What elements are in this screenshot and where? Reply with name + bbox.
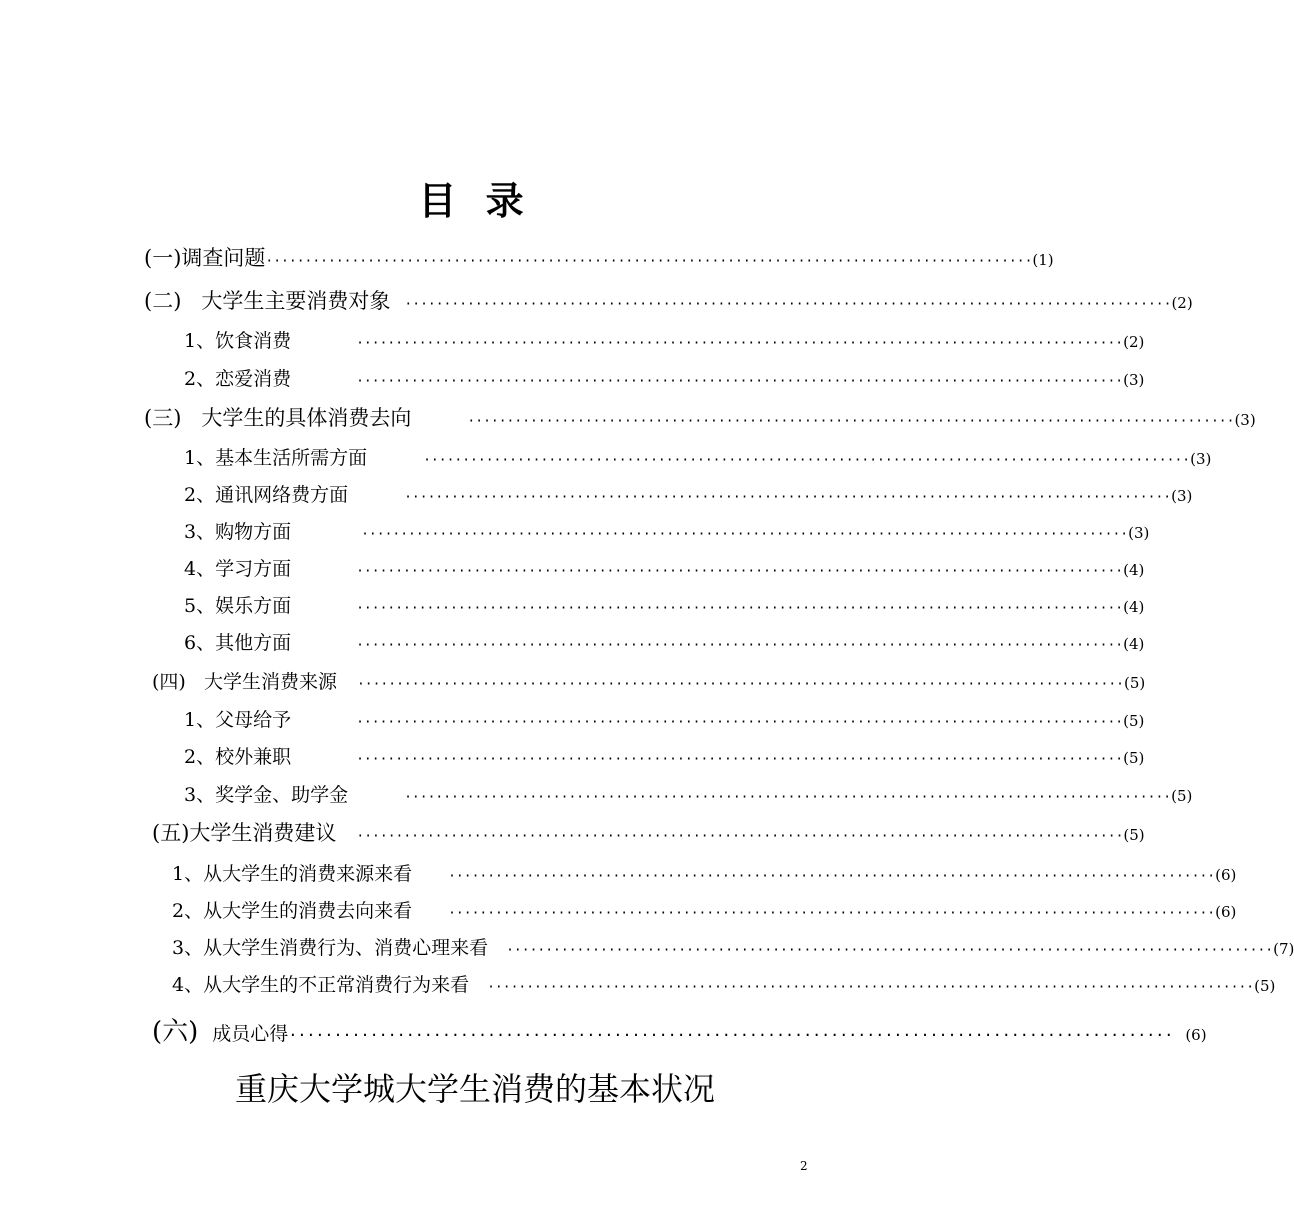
- toc-leader-dots: ··································································································: [506, 943, 1274, 958]
- toc-leader-dots: ··································································································: [356, 829, 1124, 844]
- toc-entry[interactable]: [152, 818, 1145, 852]
- toc-entry[interactable]: [144, 243, 1054, 277]
- toc-entry-label: 2、恋爱消费: [184, 368, 292, 390]
- toc-entry[interactable]: [184, 742, 1145, 775]
- toc-entry-page: (5): [1254, 977, 1276, 995]
- toc-entry-page: (1): [1032, 251, 1054, 269]
- toc-entry[interactable]: [184, 591, 1145, 624]
- toc-entry[interactable]: [152, 1017, 1207, 1050]
- toc-entry-page: (5): [1171, 787, 1193, 805]
- toc-leader-dots: ··································································································: [356, 374, 1124, 389]
- toc-entry-page: (6): [1215, 903, 1237, 921]
- toc-entry-label: 1、父母给予: [184, 709, 292, 731]
- toc-entry[interactable]: [184, 326, 1145, 359]
- toc-entry-page: (6): [1215, 866, 1237, 884]
- toc-leader-dots: ··································································································: [356, 715, 1124, 730]
- toc-leader-dots: ··································································································: [487, 980, 1255, 995]
- toc-entry-label: (一)调查问题: [144, 246, 266, 270]
- toc-entry[interactable]: [152, 667, 1146, 700]
- toc-entry-page: (3): [1234, 411, 1256, 429]
- toc-entry-page: (7): [1273, 940, 1294, 958]
- toc-entry[interactable]: [144, 403, 1256, 437]
- toc-entry-label: 1、从大学生的消费来源来看: [172, 863, 413, 885]
- toc-entry-label: 4、从大学生的不正常消费行为来看: [172, 974, 470, 996]
- toc-entry-page: (4): [1123, 635, 1145, 653]
- main-heading: 重庆大学城大学生消费的基本状况: [234, 1070, 715, 1108]
- toc-entry-label: 3、购物方面: [184, 521, 292, 543]
- toc-leader-dots: ··································································································: [356, 752, 1124, 767]
- toc-entry-label: 2、从大学生的消费去向来看: [172, 900, 413, 922]
- toc-entry-label: 3、从大学生消费行为、消费心理来看: [172, 937, 489, 959]
- toc-entry-label: 6、其他方面: [184, 632, 292, 654]
- toc-entry-page: (2): [1123, 333, 1145, 351]
- toc-leader-dots: ··································································································: [404, 490, 1172, 505]
- toc-leader-dots: ··································································································: [404, 297, 1172, 312]
- toc-entry-page: (4): [1123, 561, 1145, 579]
- toc-leader-dots: ··································································································: [356, 677, 1124, 692]
- page-number: 2: [800, 1159, 808, 1173]
- toc-title: 目 录: [418, 178, 532, 223]
- toc-leader-dots: ··································································································: [356, 564, 1124, 579]
- toc-entry[interactable]: [172, 859, 1237, 892]
- toc-entry[interactable]: [172, 896, 1237, 929]
- toc-entry[interactable]: [184, 480, 1193, 513]
- toc-entry[interactable]: [184, 705, 1145, 738]
- toc-entry[interactable]: [144, 286, 1193, 320]
- toc-entry[interactable]: [184, 364, 1145, 397]
- toc-entry-page: (5): [1123, 674, 1146, 692]
- toc-entry[interactable]: [184, 517, 1150, 550]
- toc-leader-dots: ··································································································: [404, 790, 1172, 805]
- toc-leader-dots: ··································································································: [356, 601, 1124, 616]
- toc-entry[interactable]: [172, 970, 1276, 1003]
- toc-entry-page: (3): [1123, 371, 1145, 389]
- toc-entry-label: (四) 大学生消费来源: [152, 671, 337, 693]
- toc-entry-page: (6): [1185, 1026, 1207, 1044]
- toc-entry-page: (3): [1128, 524, 1150, 542]
- toc-entry-label: 3、奖学金、助学金: [184, 784, 349, 806]
- toc-entry-label: 2、校外兼职: [184, 746, 292, 768]
- toc-entry[interactable]: [184, 780, 1193, 813]
- toc-entry-label: 2、通讯网络费方面: [184, 484, 349, 506]
- toc-entry-label: 4、学习方面: [184, 558, 292, 580]
- toc-entry[interactable]: [184, 554, 1145, 587]
- toc-entry-page: (5): [1123, 826, 1145, 844]
- toc-entry-label: 成员心得: [212, 1023, 289, 1045]
- toc-entry-label: (五)大学生消费建议: [152, 821, 337, 845]
- toc-entry[interactable]: [184, 628, 1145, 661]
- toc-entry-label: 1、饮食消费: [184, 330, 292, 352]
- toc-leader-dots: ··································································································: [423, 453, 1191, 468]
- toc-entry-label: (三) 大学生的具体消费去向: [144, 406, 412, 430]
- toc-entry-page: (3): [1171, 487, 1193, 505]
- toc-leader-dots: ··································································································: [288, 1026, 1174, 1044]
- toc-leader-dots: ··································································································: [448, 906, 1216, 921]
- toc-entry-page: (2): [1171, 294, 1193, 312]
- toc-entry-page: (5): [1123, 712, 1145, 730]
- toc-entry-page: (5): [1123, 749, 1145, 767]
- toc-entry[interactable]: [172, 933, 1294, 966]
- toc-leader-dots: ··································································································: [265, 254, 1033, 269]
- toc-entry-page: (4): [1123, 598, 1145, 616]
- toc-entry-page: (3): [1190, 450, 1212, 468]
- toc-leader-dots: ··································································································: [356, 638, 1124, 653]
- toc-leader-dots: ··································································································: [361, 527, 1129, 542]
- toc-leader-dots: ··································································································: [448, 869, 1216, 884]
- toc-leader-dots: ··································································································: [356, 336, 1124, 351]
- toc-leader-dots: ··································································································: [467, 414, 1235, 429]
- toc-entry-label: 1、基本生活所需方面: [184, 447, 368, 469]
- toc-entry[interactable]: [184, 443, 1212, 476]
- toc-entry-label: (六): [152, 1017, 199, 1047]
- toc-entry-label: 5、娱乐方面: [184, 595, 292, 617]
- toc-entry-label: (二) 大学生主要消费对象: [144, 289, 391, 313]
